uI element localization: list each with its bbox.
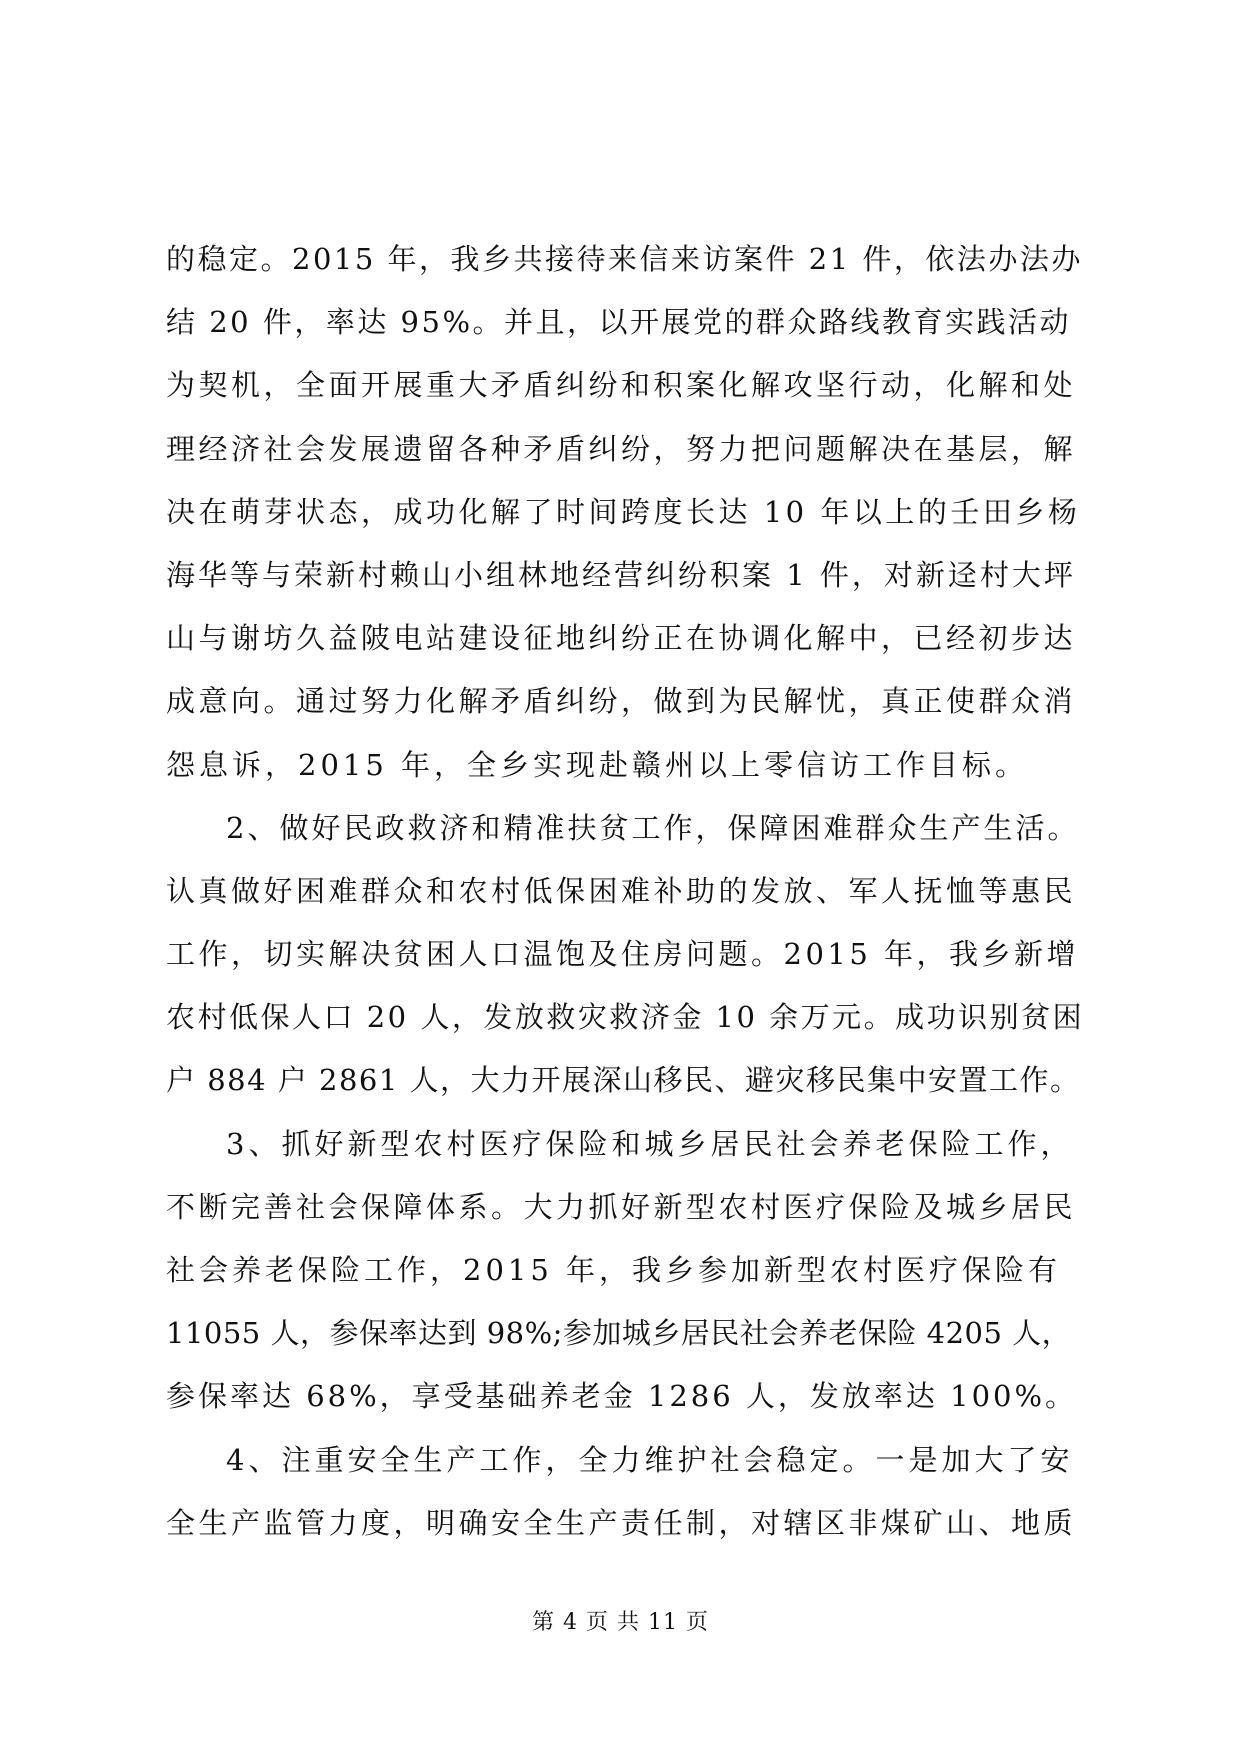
paragraph-heading-3: 3、抓好新型农村医疗保险和城乡居民社会养老保险工作， (226, 1126, 1074, 1161)
paragraph-heading-2: 2、做好民政救济和精准扶贫工作，保障困难群众生产生活。 (226, 810, 1080, 845)
text-line: 怨息诉，2015 年，全乡实现赴赣州以上零信访工作目标。 (166, 747, 1029, 782)
text-line: 全生产监管力度，明确安全生产责任制，对辖区非煤矿山、地质 (166, 1505, 1077, 1540)
text-line: 农村低保人口 20 人，发放救灾救济金 10 余万元。成功识别贫困 (166, 1000, 1085, 1035)
text-line: 认真做好困难群众和农村低保困难补助的发放、军人抚恤等惠民 (166, 873, 1077, 908)
text-line: 工作，切实解决贫困人口温饱及住房问题。2015 年，我乡新增 (166, 937, 1080, 972)
text-line: 结 20 件，率达 95%。并且，以开展党的群众路线教育实践活动 (166, 305, 1072, 340)
text-line: 成意向。通过努力化解矛盾纠纷，做到为民解忧，真正使群众消 (166, 684, 1077, 719)
text-line: 理经济社会发展遗留各种矛盾纠纷，努力把问题解决在基层，解 (166, 431, 1077, 466)
text-line: 海华等与荣新村赖山小组林地经营纠纷积案 1 件，对新迳村大坪 (166, 557, 1076, 592)
page-number-footer: 第 4 页 共 11 页 (532, 1610, 709, 1635)
text-line: 决在萌芽状态，成功化解了时间跨度长达 10 年以上的壬田乡杨 (166, 494, 1081, 529)
text-line: 社会养老保险工作，2015 年，我乡参加新型农村医疗保险有 (166, 1253, 1062, 1287)
text-line: 为契机，全面开展重大矛盾纠纷和积案化解攻坚行动，化解和处 (166, 368, 1077, 403)
text-line: 的稳定。2015 年，我乡共接待来信来访案件 21 件，依法办法办 (166, 242, 1083, 276)
text-line: 山与谢坊久益陂电站建设征地纠纷正在协调化解中，已经初步达 (166, 621, 1077, 656)
text-line: 户 884 户 2861 人，大力开展深山移民、避灾移民集中安置工作。 (166, 1063, 1081, 1098)
text-line: 不断完善社会保障体系。大力抓好新型农村医疗保险及城乡居民 (166, 1189, 1077, 1224)
text-line: 11055 人，参保率达到 98%;参加城乡居民社会养老保险 4205 人， (166, 1316, 1072, 1351)
text-line: 参保率达 68%，享受基础养老金 1286 人，发放率达 100%。 (166, 1379, 1078, 1414)
body-text (166, 228, 1086, 1555)
paragraph-heading-4: 4、注重安全生产工作，全力维护社会稳定。一是加大了安 (226, 1442, 1074, 1477)
